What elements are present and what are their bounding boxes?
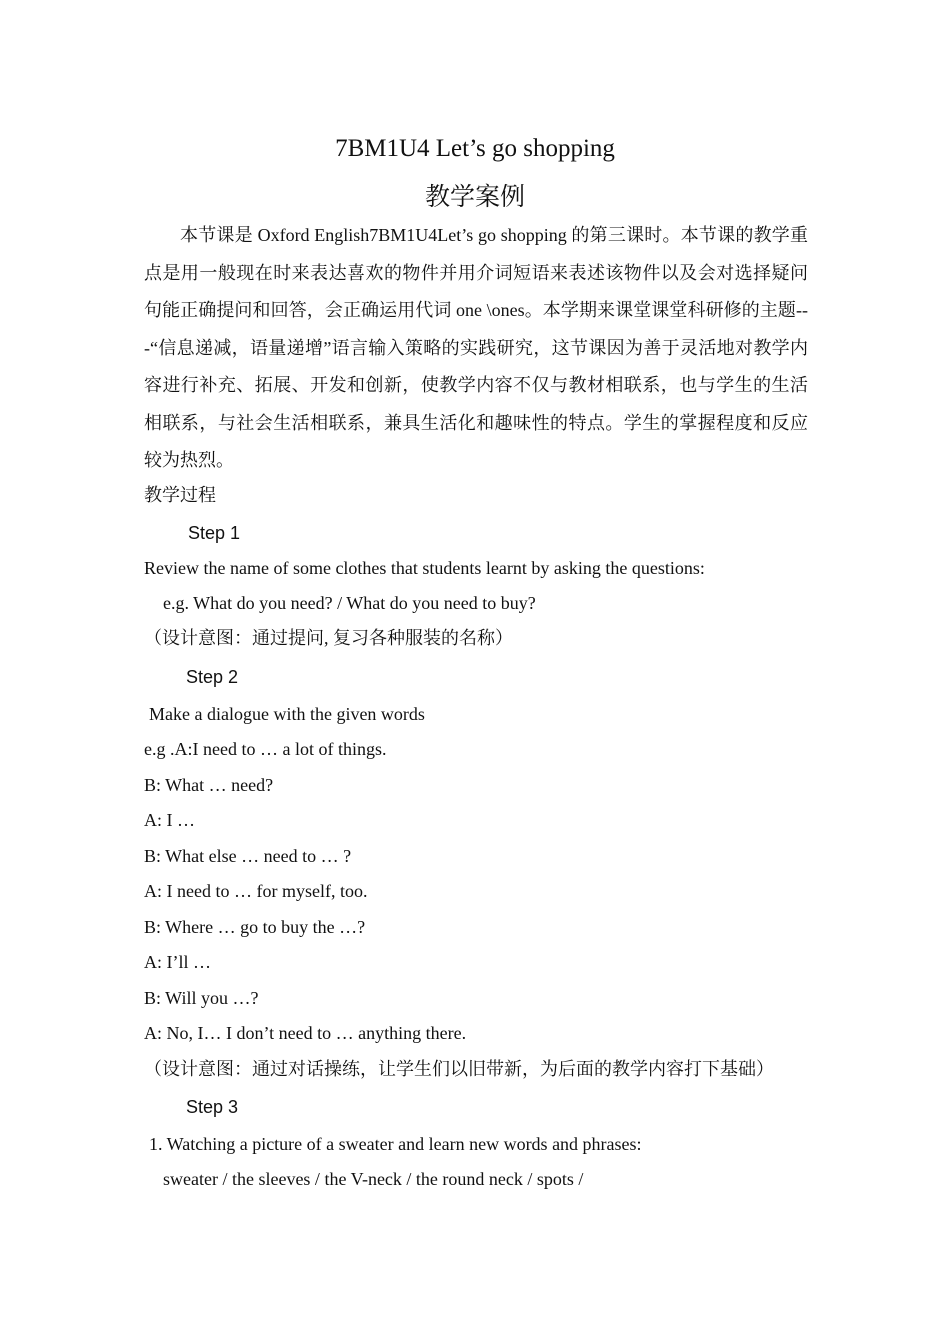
dialogue-line: A: No, I… I don’t need to … anything there. [144, 1023, 467, 1043]
dialogue-line: A: I need to … for myself, too. [144, 881, 368, 901]
step-3-vocabulary: sweater / the sleeves / the V-neck / the round neck / spots / [163, 1169, 584, 1189]
step-1-example: e.g. What do you need? / What do you need to buy? [163, 593, 536, 613]
step-1-note: （设计意图：通过提问, 复习各种服装的名称） [144, 628, 513, 648]
step-2-intro: Make a dialogue with the given words [149, 704, 425, 724]
dialogue-line: e.g .A:I need to … a lot of things. [144, 739, 387, 759]
intro-paragraph: 本节课是 Oxford English7BM1U4Let’s go shopping 的第三课时。本节课的教学重点是用一般现在时来表达喜欢的物件并用介词短语来表述该物件以及会对选择疑问句能正确提问和回答，会正确运用代词 one \ones。本学期来课堂课堂科研修的主题---“信息递减，语量递增”语言输入策略的实践研究，这节课因为善于灵活地对教学内容进行补充、拓展、开发和创新，使教学内容不仅与教材相联系，也与学生的生活相联系，与社会生活相联系，兼具生活化和趣味性的特点。学生的掌握程度和反应较为热烈。 [144, 225, 808, 470]
dialogue-line: A: I’ll … [144, 952, 211, 972]
step-3-label: Step 3 [186, 1097, 239, 1117]
process-heading: 教学过程 [144, 485, 216, 505]
step-2-note: （设计意图：通过对话操练，让学生们以旧带新，为后面的教学内容打下基础） [144, 1059, 774, 1079]
document-title: 7BM1U4 Let’s go shopping [335, 135, 615, 162]
dialogue-line: B: What … need? [144, 775, 274, 795]
dialogue-line: A: I … [144, 810, 195, 830]
step-1-label: Step 1 [188, 523, 241, 543]
dialogue-line: B: Where … go to buy the …? [144, 917, 366, 937]
step-3-item-1: 1. Watching a picture of a sweater and learn new words and phrases: [149, 1134, 642, 1154]
step-2-label: Step 2 [186, 667, 239, 687]
step-1-text: Review the name of some clothes that students learnt by asking the questions: [144, 558, 705, 578]
dialogue-line: B: What else … need to … ? [144, 846, 352, 866]
dialogue-line: B: Will you …? [144, 988, 259, 1008]
document-subtitle: 教学案例 [424, 184, 525, 211]
